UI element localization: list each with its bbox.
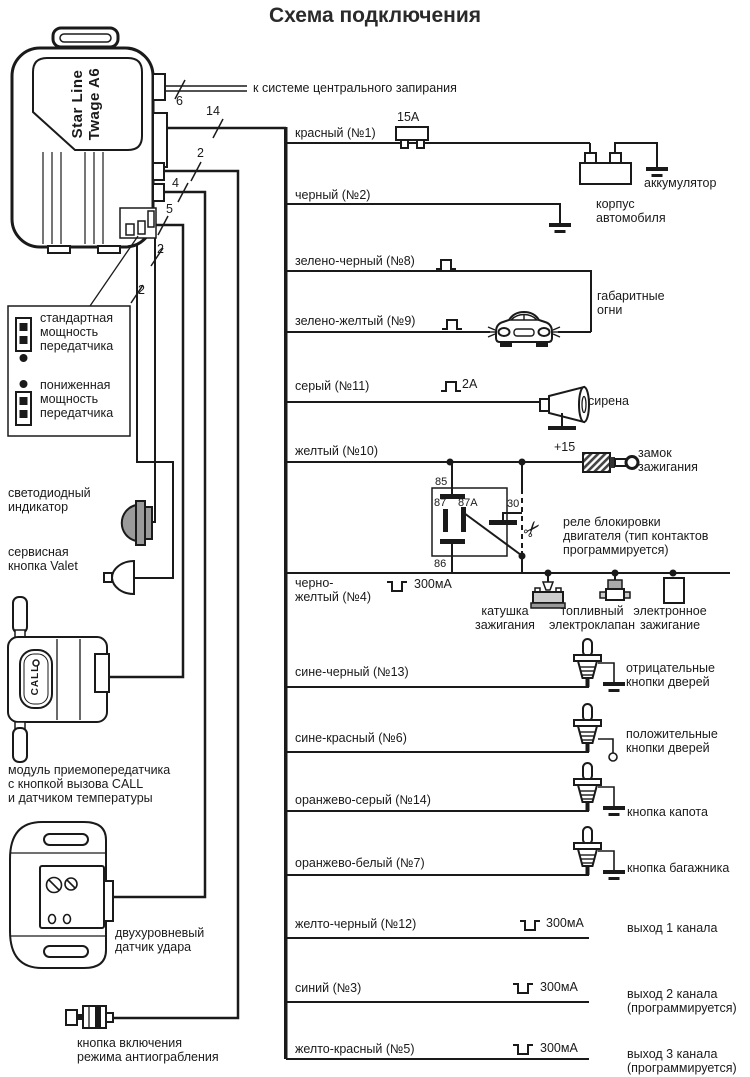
current-label: 300мА [540, 980, 578, 994]
page-title: Схема подключения [268, 4, 482, 27]
call-button-label: CALL [30, 664, 41, 696]
unit-jumper-block [120, 208, 156, 238]
car-icon [488, 312, 560, 347]
unit-connector-2pin [153, 163, 164, 180]
ignition-coil-label: катушка зажигания [475, 604, 535, 632]
main-bus [284, 127, 288, 1059]
door-switch-icon [574, 704, 601, 752]
positive-pulse-icon [436, 260, 456, 269]
unit-connector-6pin [153, 74, 165, 100]
scissors-icon: ✂ [518, 515, 548, 544]
call-connector-tab [95, 654, 109, 692]
bundle-count: 5 [166, 202, 173, 216]
relay-pin-85: 85 [435, 476, 448, 488]
unit-connector-4pin [153, 184, 164, 201]
positive-pulse-icon [442, 320, 462, 329]
fuel-valve-label: топливный электроклапан [548, 604, 636, 632]
wire-label-orange-white: оранжево-белый (№7) [295, 856, 425, 870]
switch-brackets [598, 663, 617, 870]
unit-foot [98, 246, 120, 253]
central-locking-label: к системе центрального запирания [253, 81, 457, 95]
negative-door-label: отрицательные кнопки дверей [626, 661, 715, 689]
bundle-count: 2 [157, 242, 164, 256]
valet-button-icon [104, 561, 134, 594]
relay-pin-30: 30 [507, 498, 520, 510]
wire-label-orange-gray: оранжево-серый (№14) [295, 793, 431, 807]
unit-foot [48, 246, 70, 253]
wire-label-green-yellow: зелено-желтый (№9) [295, 314, 416, 328]
wire-label-yellow-red: желто-красный (№5) [295, 1042, 415, 1056]
antihijack-button-icon [66, 1006, 113, 1028]
unit-brand-label: Star Line Twage A6 [69, 67, 103, 141]
current-label: 300мА [414, 577, 452, 591]
ignition-lock-label: замок зажигания [638, 446, 698, 474]
positive-door-label: положительные кнопки дверей [626, 727, 718, 755]
fuse-rating-label: 15А [397, 110, 420, 124]
shock-connector-tab [104, 881, 113, 921]
call-module-label: модуль приемопередатчика с кнопкой вызова CALL и датчиком температуры [8, 763, 171, 805]
trunk-ground-icon [603, 870, 625, 880]
bundle-count: 2 [138, 283, 145, 297]
bundle-count: 4 [172, 176, 179, 190]
led-indicator-icon [122, 501, 152, 545]
negative-pulse-icon [387, 582, 407, 591]
shock-sensor-label: двухуровневый датчик удара [115, 926, 205, 954]
relay-contact-86 [440, 539, 465, 544]
wire-label-blue-red: сине-красный (№6) [295, 731, 407, 745]
fuse-icon [396, 127, 428, 148]
door-switch-icon [574, 639, 601, 687]
relay-contact-87 [443, 509, 448, 532]
current-label: 2А [462, 377, 478, 391]
led-wire [150, 238, 155, 522]
relay-pin-87: 87 [434, 497, 447, 509]
wire-label-gray: серый (№11) [295, 379, 370, 393]
wire-label-green-black: зелено-черный (№8) [295, 254, 415, 268]
chassis-label: корпус автомобиля [596, 197, 666, 225]
relay-contact-30 [489, 520, 517, 525]
relay-label: реле блокировки двигателя (тип контактов программируется) [563, 515, 709, 557]
junction-dot [519, 553, 526, 560]
call-antenna-bottom [13, 728, 27, 762]
shock-sensor-icon [10, 822, 113, 968]
negative-pulse-icon [513, 984, 533, 993]
hood-ground-icon [603, 806, 625, 816]
siren-label: сирена [588, 394, 629, 408]
legend-reduced-label: пониженная мощность передатчика [40, 378, 114, 420]
battery-label: аккумулятор [644, 176, 717, 190]
trunk-switch-icon [574, 827, 601, 875]
bundle-count: 2 [197, 146, 204, 160]
relay-contact-87a [461, 507, 466, 532]
ignition-key-icon [583, 453, 638, 472]
positive-pulse-icon [441, 382, 461, 391]
call-module-wire [109, 225, 183, 677]
trunk-button-label: кнопка багажника [627, 861, 730, 875]
wire-label-yellow-black: желто-черный (№12) [295, 917, 417, 931]
positive-contact-circle [609, 753, 617, 761]
legend-standard-label: стандартная мощность передатчика [40, 311, 114, 353]
led-indicator-label: светодиодный индикатор [8, 486, 91, 514]
electronic-ignition-label: электронное зажигание [633, 604, 707, 632]
relay-pin-86: 86 [434, 558, 447, 570]
wire-black [286, 204, 560, 223]
wire-label-blue-black: сине-черный (№13) [295, 665, 409, 679]
chassis-ground-icon [549, 223, 571, 233]
electronic-ignition-icon [664, 578, 684, 603]
fuel-valve-icon [600, 573, 630, 600]
antihijack-button-label: кнопка включения режима антиограбления [77, 1036, 219, 1064]
wire-label-red: красный (№1) [295, 126, 376, 140]
unit-handle-inner [60, 34, 111, 42]
call-module-icon [8, 597, 109, 762]
wire-label-black: черный (№2) [295, 188, 371, 202]
negative-pulse-icon [520, 921, 540, 930]
hood-switch-icon [574, 763, 601, 811]
valet-button-label: сервисная кнопка Valet [8, 545, 78, 573]
ignition-loads [531, 570, 684, 609]
current-label: 300мА [546, 916, 584, 930]
central-locking-wire [165, 86, 247, 91]
wire-label-blue: синий (№3) [295, 981, 362, 995]
siren-icon [540, 387, 589, 430]
channel1-label: выход 1 канала [627, 921, 718, 935]
ignition-coil-icon [531, 573, 565, 608]
relay-pin-87a: 87А [458, 497, 478, 509]
call-antenna-top [13, 597, 27, 633]
channel2-label: выход 2 канала (программируется) [627, 987, 737, 1015]
negative-pulse-icon [513, 1045, 533, 1054]
channel3-label: выход 3 канала (программируется) [627, 1047, 737, 1075]
unit-connector-14pin [153, 113, 167, 167]
bundle-count: 6 [176, 94, 183, 108]
bundle-count: 14 [206, 104, 220, 118]
hood-button-label: кнопка капота [627, 805, 708, 819]
parking-lights-label: габаритные огни [597, 289, 665, 317]
current-label: 300мА [540, 1041, 578, 1055]
wire-label-yellow: желтый (№10) [295, 444, 378, 458]
door-ground-icon [603, 682, 625, 692]
plus15-label: +15 [554, 440, 576, 454]
wire-label-black-yellow: черно- желтый (№4) [295, 576, 372, 604]
